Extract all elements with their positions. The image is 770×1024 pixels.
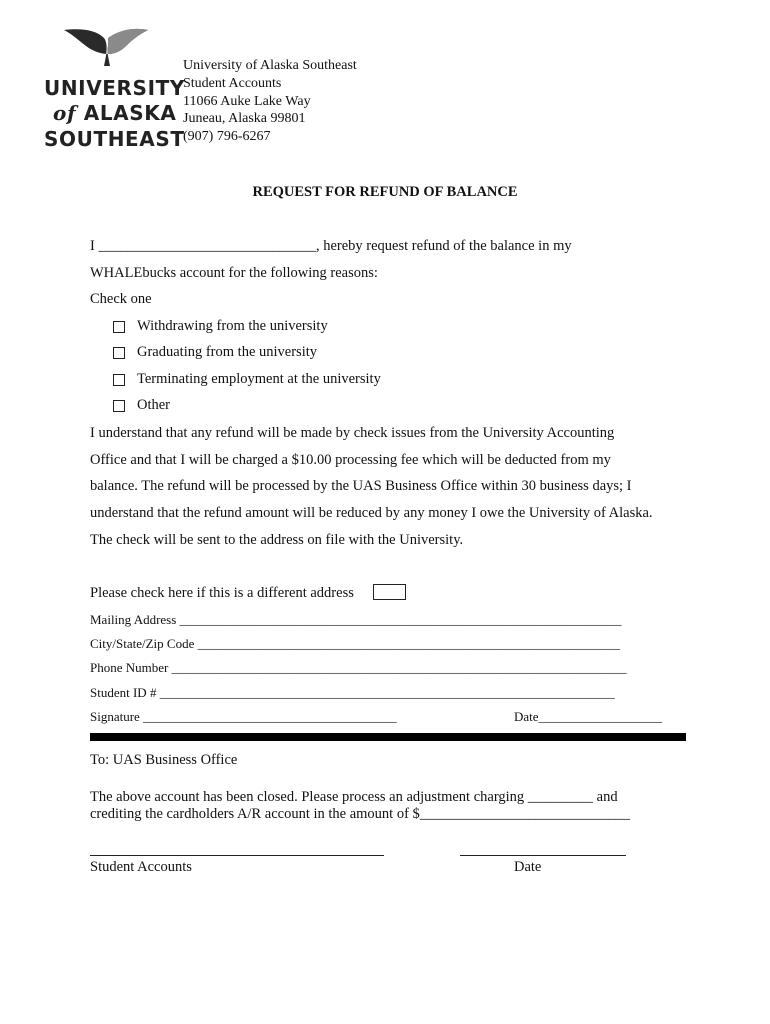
logo-university: UNIVERSITY xyxy=(44,76,185,100)
different-address-checkbox[interactable] xyxy=(373,584,406,600)
office-date-line[interactable] xyxy=(460,855,626,856)
student-accounts-label: Student Accounts xyxy=(90,859,192,875)
logo-of-alaska xyxy=(53,101,176,125)
section-divider xyxy=(90,733,686,741)
phone-number-field[interactable]: Phone Number ______________________________________________________________________ xyxy=(90,660,627,675)
student-id-field[interactable]: Student ID # ______________________________________________________________________ xyxy=(90,685,615,700)
intro-line-1[interactable]: I ______________________________, hereby request refund of the balance in my xyxy=(90,238,572,254)
statement-line-2: Office and that I will be charged a $10.00 processing fee which will be deducted from my xyxy=(90,452,611,468)
signature-field[interactable]: Signature _______________________________________ xyxy=(90,709,397,724)
logo-of: of xyxy=(53,101,77,125)
reason-label: Withdrawing from the university xyxy=(137,318,328,334)
whale-tail-icon xyxy=(62,26,150,66)
address-line-4: Juneau, Alaska 99801 xyxy=(183,111,306,126)
mailing-address-field[interactable]: Mailing Address ____________________________________________________________________ xyxy=(90,612,622,627)
reason-graduating[interactable] xyxy=(113,344,317,361)
office-line-2[interactable]: crediting the cardholders A/R account in the amount of $_____________________________ xyxy=(90,806,631,822)
reason-label: Graduating from the university xyxy=(137,344,317,360)
address-line-3: 11066 Auke Lake Way xyxy=(183,94,311,109)
reason-label: Terminating employment at the university xyxy=(137,371,381,387)
form-title: REQUEST FOR REFUND OF BALANCE xyxy=(252,184,518,200)
logo-southeast: SOUTHEAST xyxy=(44,127,185,151)
city-state-zip-field[interactable]: City/State/Zip Code _________________________________________________________________ xyxy=(90,636,621,651)
reason-other[interactable] xyxy=(113,397,170,414)
statement-line-4: understand that the refund amount will be reduced by any money I owe the University of Alaska. xyxy=(90,505,653,521)
checkbox-graduating[interactable] xyxy=(113,347,125,359)
student-accounts-signature-line[interactable] xyxy=(90,855,384,856)
different-address-label: Please check here if this is a different address xyxy=(90,585,354,601)
statement-line-1: I understand that any refund will be made by check issues from the University Accounting xyxy=(90,425,615,441)
office-line-1[interactable]: The above account has been closed. Please process an adjustment charging _________ and xyxy=(90,789,618,805)
address-line-2: Student Accounts xyxy=(183,76,282,91)
reason-withdrawing[interactable] xyxy=(113,318,328,335)
check-one-label: Check one xyxy=(90,291,152,307)
address-line-5: (907) 796-6267 xyxy=(183,129,271,144)
logo-alaska: ALASKA xyxy=(83,101,177,125)
checkbox-withdrawing[interactable] xyxy=(113,321,125,333)
statement-line-5: The check will be sent to the address on file with the University. xyxy=(90,532,464,548)
date-field[interactable]: Date___________________ xyxy=(514,709,663,724)
office-date-label: Date xyxy=(514,859,542,875)
statement-line-3: balance. The refund will be processed by the UAS Business Office within 30 business days; I xyxy=(90,478,632,494)
checkbox-other[interactable] xyxy=(113,400,125,412)
checkbox-terminating[interactable] xyxy=(113,374,125,386)
intro-line-2: WHALEbucks account for the following reasons: xyxy=(90,265,378,281)
address-line-1: University of Alaska Southeast xyxy=(183,58,357,73)
reason-terminating[interactable] xyxy=(113,371,381,388)
reason-label: Other xyxy=(137,397,171,413)
office-to-label: To: UAS Business Office xyxy=(90,752,238,768)
